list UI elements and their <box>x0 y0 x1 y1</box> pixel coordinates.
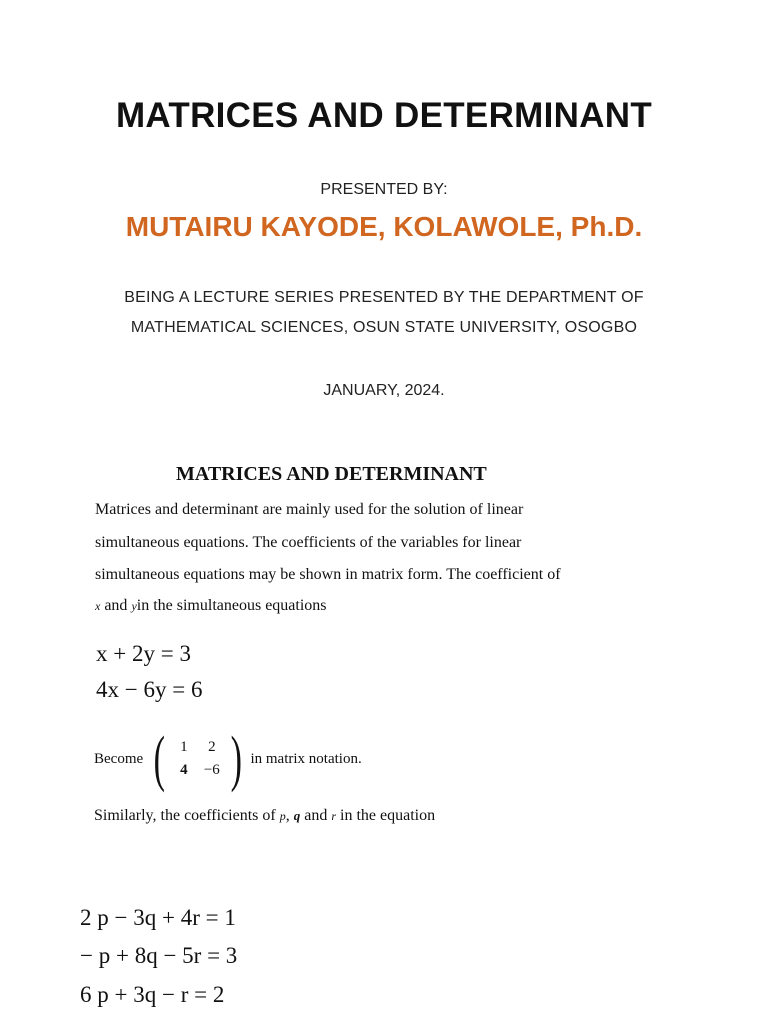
matrix-cell: 2 <box>208 739 216 755</box>
similarly-suffix: in the equation <box>340 807 436 824</box>
equation-2: 4x − 6y = 6 <box>96 677 203 702</box>
and-word: and <box>104 597 128 614</box>
similarly-line <box>94 807 435 825</box>
lecture-date: JANUARY, 2024. <box>323 382 445 399</box>
variable-y: y <box>131 599 137 613</box>
equation-5: 6 p + 3q − r = 2 <box>80 982 225 1007</box>
document-title: MATRICES AND DETERMINANT <box>115 96 653 135</box>
matrix-cell: 1 <box>180 739 188 755</box>
lecture-description-line-1: BEING A LECTURE SERIES PRESENTED BY THE DEPARTMENT OF <box>124 289 644 306</box>
matrix-notation-line <box>94 725 362 793</box>
right-paren: ) <box>230 725 242 793</box>
section-title: MATRICES AND DETERMINANT <box>176 463 487 485</box>
paragraph-line-1: Matrices and determinant are mainly used for the solution of linear <box>95 501 524 518</box>
variable-x: x <box>95 599 101 613</box>
equation-4: − p + 8q − 5r = 3 <box>80 943 238 968</box>
matrix-cell: −6 <box>203 762 220 778</box>
author-name: MUTAIRU KAYODE, KOLAWOLE, Ph.D. <box>125 211 643 242</box>
equation-1: x + 2y = 3 <box>96 641 191 666</box>
become-word: Become <box>94 750 144 767</box>
left-paren: ( <box>153 725 166 793</box>
comma: , <box>285 807 290 824</box>
presented-by-label: PRESENTED BY: <box>320 181 448 198</box>
matrix-cell: 4 <box>180 762 188 778</box>
coefficient-matrix <box>149 725 246 793</box>
variable-p: p <box>279 809 286 823</box>
variable-r: r <box>331 809 337 823</box>
lecture-description-line-2: MATHEMATICAL SCIENCES, OSUN STATE UNIVERSITY, OSOGBO <box>130 319 638 336</box>
and-word-2: and <box>304 807 328 824</box>
paragraph-line-4-rest: in the simultaneous equations <box>136 597 327 614</box>
variable-q: q <box>293 808 301 823</box>
matrix-suffix: in matrix notation. <box>250 750 362 767</box>
equation-3: 2 p − 3q + 4r = 1 <box>80 905 236 930</box>
paragraph-line-3: simultaneous equations may be shown in matrix form. The coefficient of <box>95 566 561 583</box>
paragraph-line-2: simultaneous equations. The coefficients of the variables for linear <box>95 534 522 551</box>
paragraph-line-4 <box>95 597 327 615</box>
similarly-prefix: Similarly, the coefficients of <box>94 807 276 824</box>
